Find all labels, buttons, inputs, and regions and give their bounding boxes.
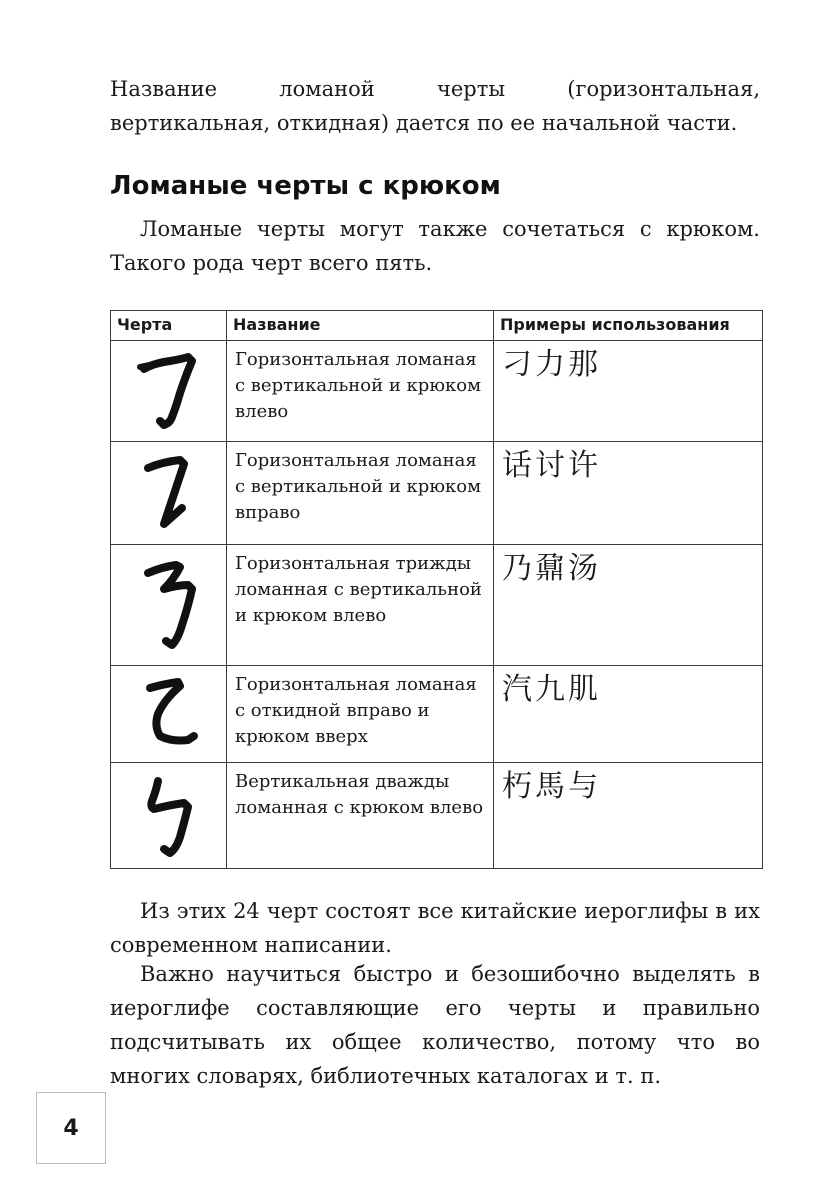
column-header-examples: Примеры использования — [494, 311, 763, 341]
intro-paragraph: Название ломаной черты (горизонтальная, вертикальная, откидная) дается по ее начальной части. — [110, 77, 760, 135]
horizontal-vertical-hook-left-stroke-icon — [124, 345, 214, 433]
horizontal-triple-break-hook-left-stroke-icon — [124, 549, 214, 659]
horizontal-vertical-hook-right-stroke-icon — [124, 446, 214, 536]
body-paragraph: Важно научиться быстро и безошибочно выделять в иероглифе составляющие его черты и правильно подсчитывать их общее количество, потому что во многих словарях, библиотечных каталогах и т. п. — [110, 962, 760, 1088]
column-header-name: Название — [227, 311, 494, 341]
table-row — [111, 442, 763, 545]
stroke-cell — [111, 545, 227, 666]
stroke-examples: 刁力那 — [494, 341, 763, 442]
section-intro-paragraph: Ломаные черты могут также сочетаться с крюком. Такого рода черт всего пять. — [110, 217, 760, 275]
stroke-cell — [111, 763, 227, 869]
stroke-name: Горизонтальная трижды ломанная с вертикальной и крюком влево — [227, 545, 494, 666]
stroke-examples: 乃鼐汤 — [494, 545, 763, 666]
stroke-examples: 话讨许 — [494, 442, 763, 545]
table-row — [111, 341, 763, 442]
column-header-stroke: Черта — [111, 311, 227, 341]
table-header-row — [111, 311, 763, 341]
table-row — [111, 763, 763, 869]
stroke-examples: 汽九肌 — [494, 666, 763, 763]
stroke-name: Горизонтальная ломаная с вертикальной и крюком вправо — [227, 442, 494, 545]
stroke-examples: 朽馬与 — [494, 763, 763, 869]
vertical-double-break-hook-left-stroke-icon — [124, 767, 214, 863]
stroke-cell — [111, 666, 227, 763]
horizontal-bent-right-hook-up-stroke-icon — [124, 670, 214, 756]
body-paragraph: Из этих 24 черт состоят все китайские иероглифы в их современном написании. — [110, 899, 760, 957]
stroke-name: Горизонтальная ломаная с откидной вправо и крюком вверх — [227, 666, 494, 763]
table-row — [111, 545, 763, 666]
section-heading: Ломаные черты с крюком — [110, 171, 501, 201]
stroke-cell — [111, 442, 227, 545]
stroke-name: Вертикальная дважды ломанная с крюком влево — [227, 763, 494, 869]
stroke-name: Горизонтальная ломаная с вертикальной и крюком влево — [227, 341, 494, 442]
page-number: 4 — [36, 1092, 106, 1164]
strokes-table — [110, 310, 763, 869]
stroke-cell — [111, 341, 227, 442]
table-row — [111, 666, 763, 763]
